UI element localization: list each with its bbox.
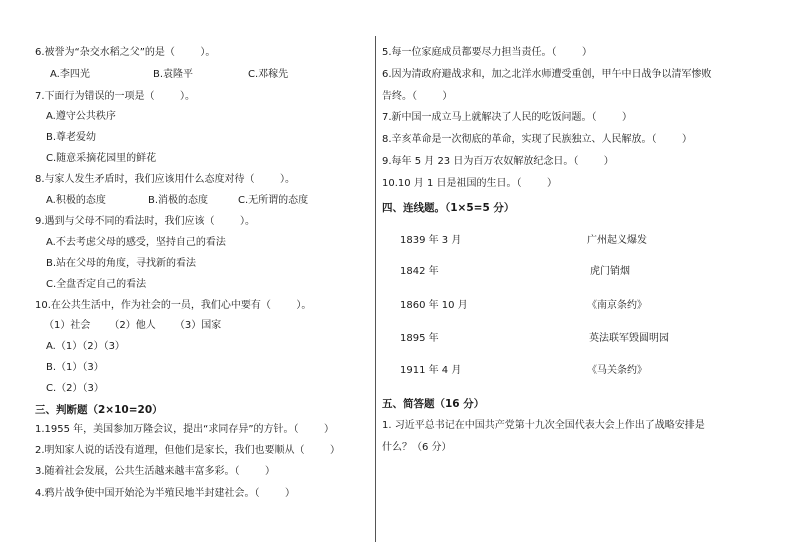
section-5-title: 五、简答题（16 分） xyxy=(382,398,485,410)
judgment-9: 9.每年 5 月 23 日为百万农奴解放纪念日。（ ） xyxy=(382,156,614,167)
judgment-8: 8.辛亥革命是一次彻底的革命，实现了民族独立、人民解放。（ ） xyxy=(382,134,692,145)
question-8-stem: 8.与家人发生矛盾时，我们应该用什么态度对待（ ）。 xyxy=(35,174,295,185)
judgment-2: 2.明知家人说的话没有道理，但他们是家长，我们也要顺从（ ） xyxy=(35,445,340,456)
column-divider xyxy=(375,36,376,542)
match-date-2: 1842 年 xyxy=(400,266,439,277)
question-6-stem: 6.被誉为“杂交水稻之父”的是（ ）。 xyxy=(35,47,216,58)
judgment-4: 4.鸦片战争使中国开始沦为半殖民地半封建社会。（ ） xyxy=(35,488,295,499)
section-4-title: 四、连线题。（1×5=5 分） xyxy=(382,202,515,214)
judgment-7: 7.新中国一成立马上就解决了人民的吃饭问题。（ ） xyxy=(382,112,632,123)
match-date-3: 1860 年 10 月 xyxy=(400,300,468,311)
judgment-6-line-2: 告终。（ ） xyxy=(382,91,453,102)
question-9-option-c: C.全盘否定自己的看法 xyxy=(46,279,147,290)
question-7-option-a: A.遵守公共秩序 xyxy=(46,111,116,122)
judgment-5: 5.每一位家庭成员都要尽力担当责任。（ ） xyxy=(382,47,592,58)
question-6-option-c: C.邓稼先 xyxy=(248,69,289,80)
question-9-option-a: A.不去考虑父母的感受，坚持自己的看法 xyxy=(46,237,226,248)
question-8-option-b: B.消极的态度 xyxy=(148,195,209,206)
match-event-4: 英法联军毁圆明园 xyxy=(589,333,669,344)
question-10-option-b: B.（1）（3） xyxy=(46,362,104,373)
match-date-1: 1839 年 3 月 xyxy=(400,235,462,246)
match-date-5: 1911 年 4 月 xyxy=(400,365,462,376)
question-6-option-a: A.李四光 xyxy=(50,69,90,80)
question-9-stem: 9.遇到与父母不同的看法时，我们应该（ ）。 xyxy=(35,216,255,227)
judgment-3: 3.随着社会发展，公共生活越来越丰富多彩。（ ） xyxy=(35,466,275,477)
question-6-option-b: B.袁隆平 xyxy=(153,69,194,80)
short-answer-1-line-2: 什么？（6 分） xyxy=(382,442,452,453)
question-7-option-b: B.尊老爱幼 xyxy=(46,132,97,143)
question-7-stem: 7.下面行为错误的一项是（ ）。 xyxy=(35,91,195,102)
section-3-title: 三、判断题（2×10=20） xyxy=(35,404,163,416)
match-event-2: 虎门销烟 xyxy=(590,266,630,277)
question-10-option-c: C.（2）（3） xyxy=(46,383,104,394)
question-8-option-c: C.无所谓的态度 xyxy=(238,195,309,206)
short-answer-1-line-1: 1. 习近平总书记在中国共产党第十九次全国代表大会上作出了战略安排是 xyxy=(382,420,705,431)
match-event-5: 《马关条约》 xyxy=(587,365,647,376)
judgment-10: 10.10 月 1 日是祖国的生日。（ ） xyxy=(382,178,557,189)
match-event-1: 广州起义爆发 xyxy=(587,235,647,246)
question-10-option-a: A.（1）（2）（3） xyxy=(46,341,125,352)
match-event-3: 《南京条约》 xyxy=(587,300,647,311)
judgment-6-line-1: 6.因为清政府避战求和，加之北洋水师遭受重创，甲午中日战争以清军惨败 xyxy=(382,69,712,80)
match-date-4: 1895 年 xyxy=(400,333,439,344)
question-7-option-c: C.随意采摘花园里的鲜花 xyxy=(46,153,157,164)
question-10-stem: 10.在公共生活中，作为社会的一员，我们心中要有（ ）。 xyxy=(35,300,312,311)
question-9-option-b: B.站在父母的角度，寻找新的看法 xyxy=(46,258,197,269)
judgment-1: 1.1955 年，美国参加万隆会议，提出“求同存异”的方针。（ ） xyxy=(35,424,334,435)
question-8-option-a: A.积极的态度 xyxy=(46,195,106,206)
question-10-items: （1）社会 （2）他人 （3）国家 xyxy=(44,320,222,331)
